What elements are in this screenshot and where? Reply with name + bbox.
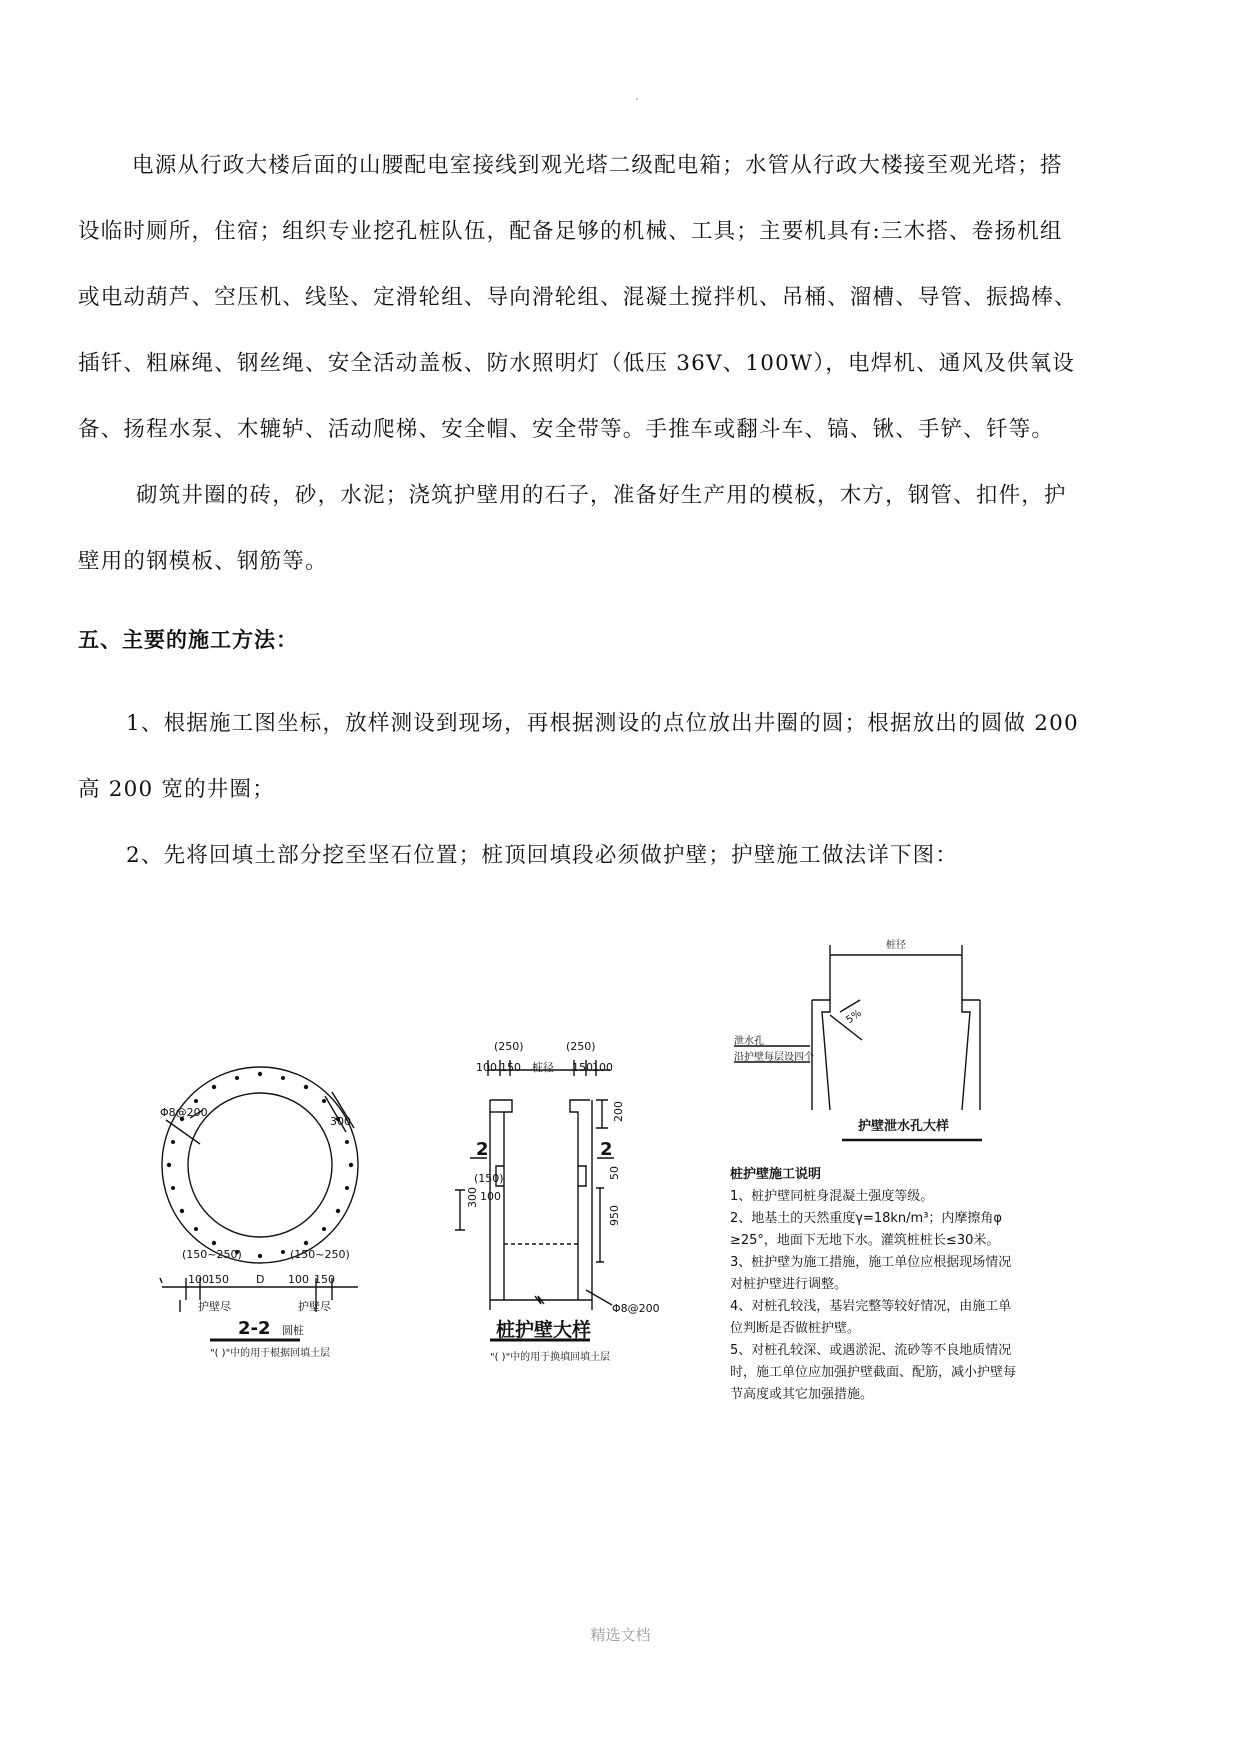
elev-top-center: 桩径: [532, 1061, 554, 1074]
section-right-dim-b: 150: [314, 1273, 335, 1286]
hole-detail: [734, 945, 982, 1140]
hole-angle-label: 5%: [844, 1007, 864, 1027]
hole-top-label: 桩径: [886, 940, 906, 951]
elev-top-dim-right-b: 100: [592, 1061, 613, 1074]
notes-line: 4、对桩孔较浅，基岩完整等较好情况，由施工单: [730, 1299, 1012, 1314]
section-left-callout: 护壁尽: [198, 1300, 231, 1313]
elev-right-vertical-50: 50: [608, 1166, 621, 1180]
elev-top-dim-left-b: 150: [500, 1061, 521, 1074]
section-heading: 五、主要的施工方法：: [78, 628, 298, 652]
notes-title: 桩护壁施工说明: [730, 1167, 822, 1182]
notes-line: 1、桩护壁同桩身混凝土强度等级。: [730, 1189, 934, 1204]
section-left-dim-a: 100: [188, 1273, 209, 1286]
section-title: 2-2: [238, 1318, 271, 1339]
hole-detail-labels: [734, 938, 949, 1134]
notes-line: 节高度或其它加强措施。: [730, 1387, 874, 1402]
rebar-dots: [167, 1072, 353, 1258]
elev-right-vertical-950: 950: [608, 1205, 621, 1226]
body-line: 备、扬程水泵、木辘轳、活动爬梯、安全帽、安全带等。手推车或翻斗车、镐、锹、手铲、钎等。: [78, 417, 1055, 442]
section-right-range: (150~250): [290, 1248, 350, 1261]
notes-line: 5、对桩孔较深、或遇淤泥、流砂等不良地质情况: [730, 1343, 1012, 1358]
section-left-range: (150~250): [182, 1248, 242, 1261]
hole-title: 护壁泄水孔大样: [858, 1119, 950, 1134]
body-line: 设临时厕所，住宿；组织专业挖孔桩队伍，配备足够的机械、工具；主要机具有:三木搭、卷扬机组: [78, 219, 1063, 244]
notes-line: 3、桩护壁为施工措施，施工单位应根据现场情况: [730, 1255, 1012, 1270]
page-footer: 精选文档: [590, 1626, 651, 1644]
elev-cap-height: 200: [612, 1101, 625, 1122]
notes-line: 位判断是否做桩护壁。: [730, 1321, 861, 1336]
elev-cut-mark-right: 2: [600, 1139, 613, 1160]
notes-line: 对桩护壁进行调整。: [730, 1277, 848, 1292]
construction-notes: [730, 1166, 1016, 1402]
elev-rebar-label: Φ8@200: [612, 1302, 660, 1315]
section-rebar-label: Φ8@200: [160, 1106, 208, 1119]
section-center-dim: D: [256, 1273, 265, 1286]
elev-left-vertical: 300: [466, 1187, 479, 1208]
elev-top-dim-right-a: 150: [572, 1061, 593, 1074]
elevation-labels: [466, 1040, 660, 1363]
section-note: "( )"中的用于根据回填土层: [210, 1348, 331, 1359]
notes-line: 2、地基土的天然重度γ=18kn/m³；内摩擦角φ: [730, 1211, 1002, 1226]
elev-top-dim-left-a: 100: [476, 1061, 497, 1074]
step-line: 1、根据施工图坐标，放样测设到现场，再根据测设的点位放出井圈的圆；根据放出的圆做 200: [126, 711, 1079, 736]
section-right-callout: 护壁尽: [298, 1300, 331, 1313]
body-line: 壁用的钢模板、钢筋等。: [78, 549, 328, 574]
section-subtitle: 圆桩: [282, 1324, 304, 1337]
elev-top-right-range: (250): [566, 1040, 596, 1053]
notes-line: 时，施工单位应加强护壁截面、配筋，减小护壁每: [730, 1365, 1017, 1380]
section-left-dim-b: 150: [208, 1273, 229, 1286]
body-line: 插钎、粗麻绳、钢丝绳、安全活动盖板、防水照明灯（低压 36V、100W），电焊机、通风及供氧设: [78, 351, 1076, 376]
body-line: 电源从行政大楼后面的山腰配电室接线到观光塔二级配电箱；水管从行政大楼接至观光塔；搭: [132, 153, 1063, 178]
section-right-dim-a: 100: [288, 1273, 309, 1286]
body-line: 砌筑井圈的砖，砂，水泥；浇筑护壁用的石子，准备好生产用的模板，木方，钢管、扣件，护: [136, 483, 1067, 508]
elev-left-dim: 100: [480, 1190, 501, 1203]
body-line: 或电动葫芦、空压机、线坠、定滑轮组、导向滑轮组、混凝土搅拌机、吊桶、溜槽、导管、振捣棒、: [78, 285, 1077, 310]
elev-left-range: (150): [474, 1172, 504, 1185]
section-thickness-label: 300: [330, 1115, 351, 1128]
hole-callout-1: 泄水孔: [734, 1036, 764, 1047]
elev-cut-mark-left: 2: [476, 1139, 489, 1160]
elev-top-left-range: (250): [494, 1040, 524, 1053]
hole-callout-2: 沿护壁每层设四个: [734, 1052, 814, 1063]
step-line: 高 200 宽的井圈；: [78, 777, 275, 802]
elev-title: 桩护壁大样: [496, 1319, 592, 1341]
elev-note: "( )"中的用于换填回填土层: [490, 1352, 611, 1363]
notes-line: ≥25°，地面下无地下水。灌筑桩桩长≤30米。: [730, 1233, 1000, 1248]
step-line: 2、先将回填土部分挖至坚石位置；桩顶回填段必须做护壁；护壁施工做法详下图：: [126, 843, 959, 868]
